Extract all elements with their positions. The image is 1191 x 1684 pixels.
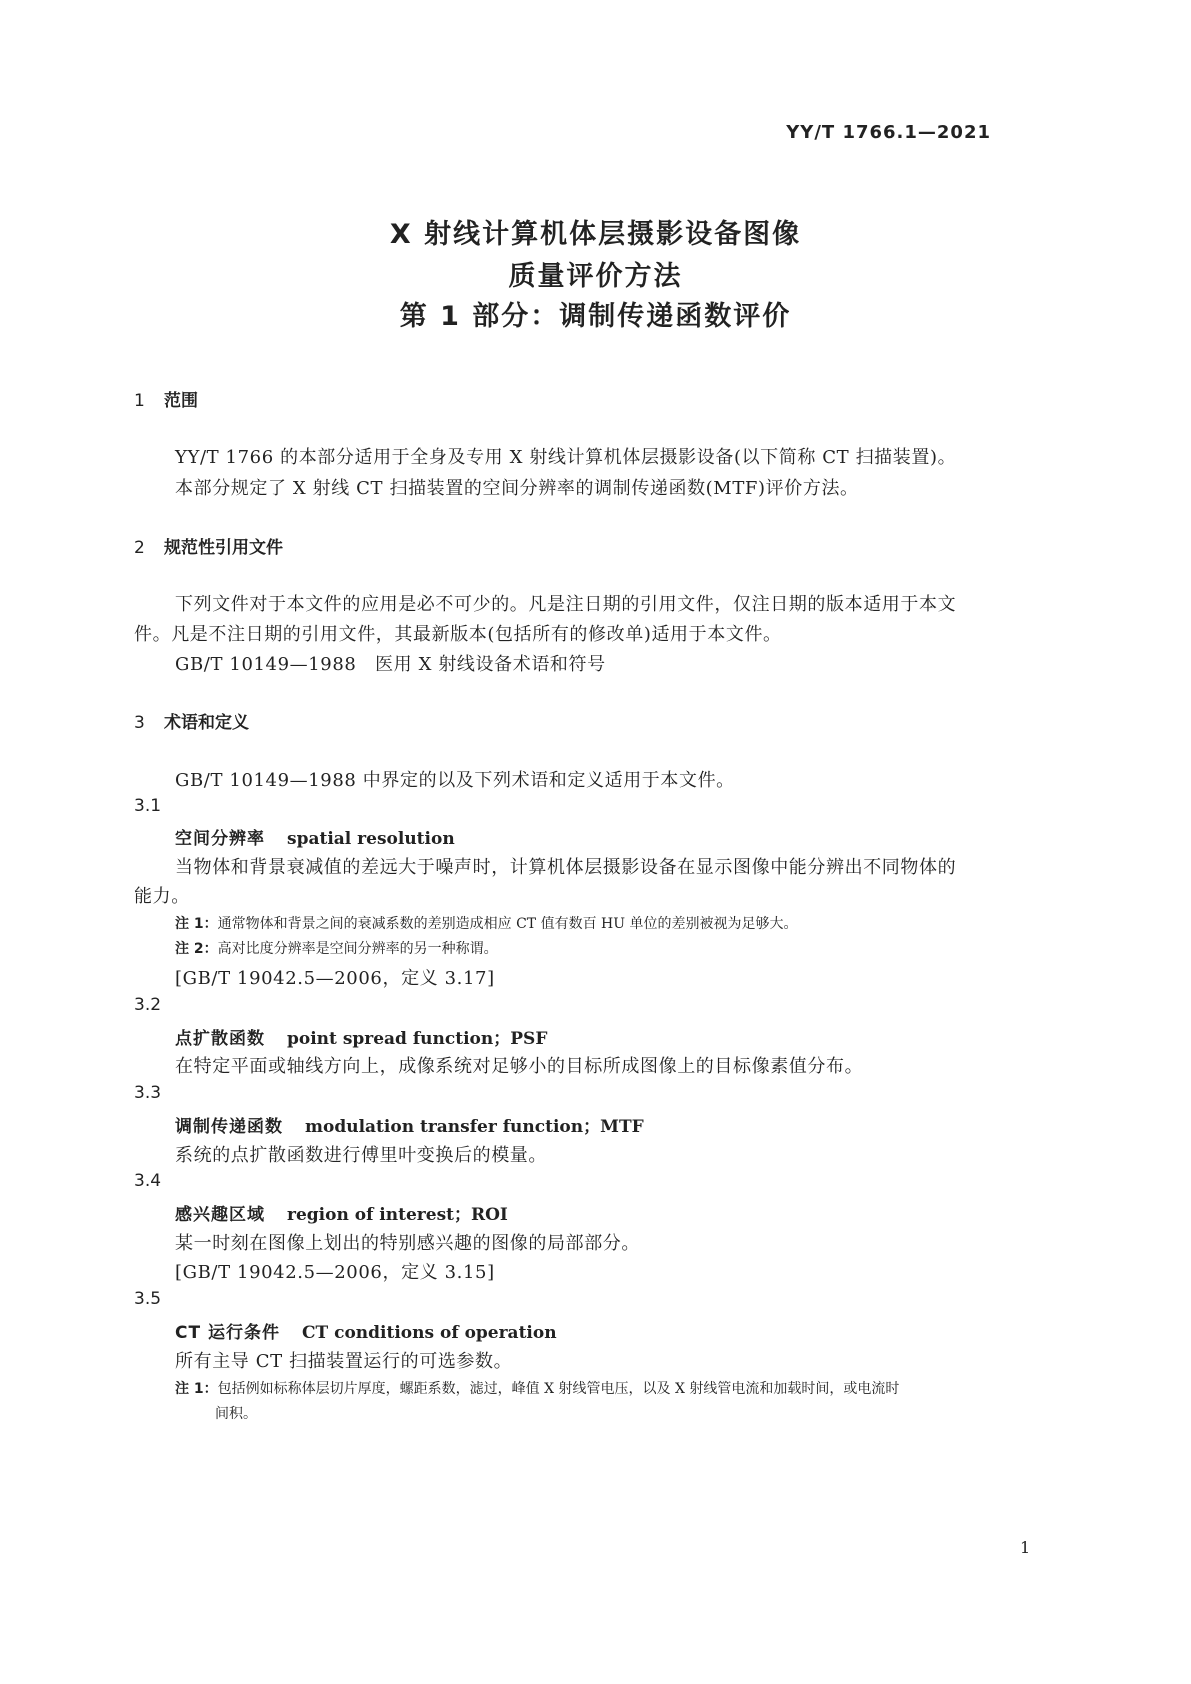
standard-code: YY/T 1766.1—2021 xyxy=(786,122,991,143)
term-chinese: 点扩散函数 xyxy=(175,1029,265,1049)
term-definition: 某一时刻在图像上划出的特别感兴趣的图像的局部部分。 xyxy=(175,1233,640,1254)
term-definition: 系统的点扩散函数进行傅里叶变换后的模量。 xyxy=(175,1145,547,1166)
term-english: CT conditions of operation xyxy=(302,1323,557,1343)
term-chinese: CT 运行条件 xyxy=(175,1323,280,1343)
note-continuation: 间积。 xyxy=(215,1406,257,1422)
note xyxy=(175,913,797,933)
term-heading xyxy=(175,1024,547,1049)
section-number: 1 xyxy=(134,391,145,411)
section-1-heading xyxy=(134,386,198,411)
term-number: 3.3 xyxy=(134,1083,162,1103)
note-text: 包括例如标称体层切片厚度，螺距系数，滤过，峰值 X 射线管电压，以及 X 射线管电流和加载时间，或电流时 xyxy=(217,1381,900,1397)
term-definition: 所有主导 CT 扫描装置运行的可选参数。 xyxy=(175,1351,513,1372)
term-heading xyxy=(175,1318,557,1343)
term-chinese: 空间分辨率 xyxy=(175,829,265,849)
paragraph: YY/T 1766 的本部分适用于全身及专用 X 射线计算机体层摄影设备(以下简称 CT 扫描装置)。 xyxy=(175,447,957,468)
term-heading xyxy=(175,824,455,849)
paragraph: 下列文件对于本文件的应用是必不可少的。凡是注日期的引用文件，仅注日期的版本适用于本文 xyxy=(175,594,957,615)
section-number: 3 xyxy=(134,713,145,733)
note-label: 注 1： xyxy=(175,916,218,932)
note-text: 通常物体和背景之间的衰减系数的差别造成相应 CT 值有数百 HU 单位的差别被视为足够大。 xyxy=(217,916,798,932)
section-title: 术语和定义 xyxy=(164,713,249,733)
term-definition: 在特定平面或轴线方向上，成像系统对足够小的目标所成图像上的目标像素值分布。 xyxy=(175,1056,864,1077)
term-heading xyxy=(175,1112,644,1137)
term-english: region of interest；ROI xyxy=(287,1205,508,1225)
section-number: 2 xyxy=(134,538,145,558)
term-english: spatial resolution xyxy=(287,829,455,849)
section-title: 规范性引用文件 xyxy=(164,538,283,558)
term-definition: 能力。 xyxy=(134,886,190,907)
note-text: 高对比度分辨率是空间分辨率的另一种称谓。 xyxy=(217,941,498,957)
term-heading xyxy=(175,1200,508,1225)
paragraph: 本部分规定了 X 射线 CT 扫描装置的空间分辨率的调制传递函数(MTF)评价方法。 xyxy=(175,478,859,499)
title-line-3: 第 1 部分：调制传递函数评价 xyxy=(399,301,792,332)
note-label: 注 2： xyxy=(175,941,218,957)
term-english: point spread function；PSF xyxy=(287,1029,548,1049)
section-title: 范围 xyxy=(164,391,198,411)
paragraph: 件。凡是不注日期的引用文件，其最新版本(包括所有的修改单)适用于本文件。 xyxy=(134,624,782,645)
title-line-1: X 射线计算机体层摄影设备图像 xyxy=(389,219,802,250)
term-number: 3.4 xyxy=(134,1171,162,1191)
normative-reference: GB/T 10149—1988 医用 X 射线设备术语和符号 xyxy=(175,654,606,675)
term-number: 3.5 xyxy=(134,1289,162,1309)
note xyxy=(175,938,498,958)
paragraph: GB/T 10149—1988 中界定的以及下列术语和定义适用于本文件。 xyxy=(175,770,735,791)
term-chinese: 感兴趣区域 xyxy=(175,1205,265,1225)
section-3-heading xyxy=(134,708,249,733)
term-english: modulation transfer function；MTF xyxy=(305,1117,644,1137)
title-line-2: 质量评价方法 xyxy=(508,261,683,292)
note-label: 注 1： xyxy=(175,1381,218,1397)
term-source: [GB/T 19042.5—2006，定义 3.17] xyxy=(175,968,495,989)
term-number: 3.2 xyxy=(134,995,162,1015)
page-number: 1 xyxy=(1020,1538,1031,1557)
term-definition: 当物体和背景衰减值的差远大于噪声时，计算机体层摄影设备在显示图像中能分辨出不同物体的 xyxy=(175,857,957,878)
term-source: [GB/T 19042.5—2006，定义 3.15] xyxy=(175,1262,495,1283)
section-2-heading xyxy=(134,533,283,558)
term-chinese: 调制传递函数 xyxy=(175,1117,283,1137)
term-number: 3.1 xyxy=(134,796,162,816)
note xyxy=(175,1378,899,1398)
